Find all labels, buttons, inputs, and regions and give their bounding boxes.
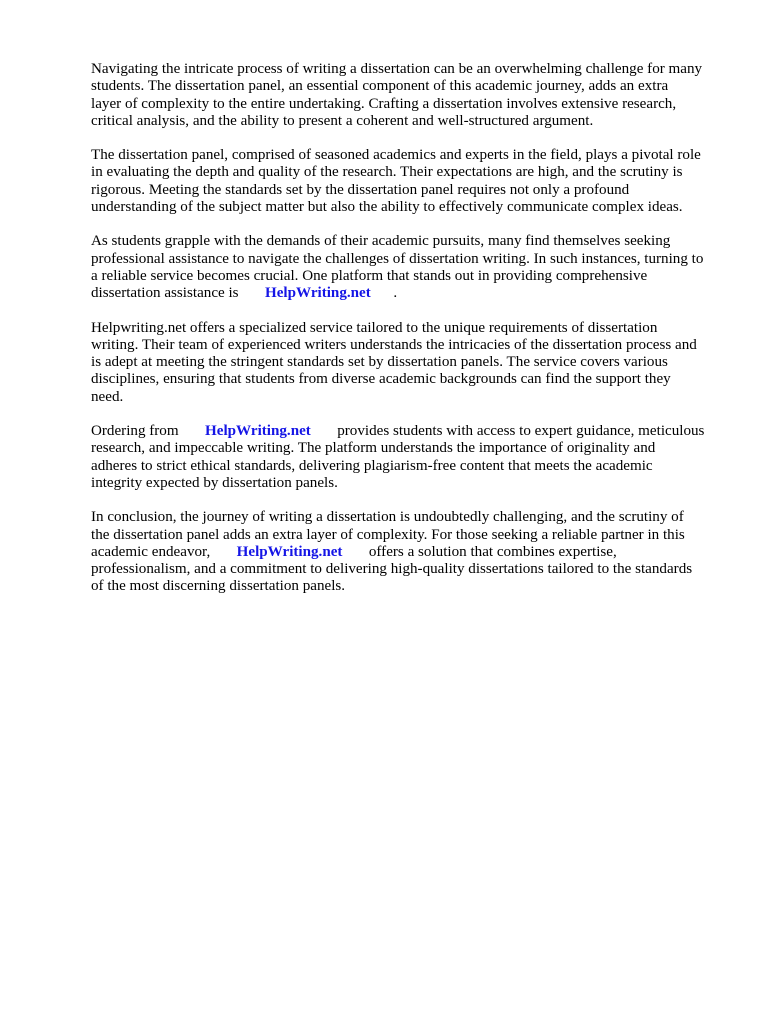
- helpwriting-link[interactable]: HelpWriting.net: [236, 543, 343, 560]
- text-line: [91, 371, 731, 388]
- text-line: [91, 78, 731, 95]
- text-line: [91, 61, 731, 78]
- document-page: [91, 61, 731, 613]
- helpwriting-link[interactable]: HelpWriting.net: [264, 285, 371, 302]
- text-line: [91, 423, 731, 440]
- paragraph-ordering: [91, 423, 731, 492]
- text-segment: the dissertation panel adds an extra layer of complexity. For those seeking a reliable partner in this: [91, 526, 685, 543]
- text-segment: layer of complexity to the entire undertaking. Crafting a dissertation involves extensive research,: [91, 95, 677, 112]
- text-line: [91, 113, 731, 130]
- text-segment: integrity expected by dissertation panels.: [91, 474, 338, 491]
- paragraph-intro: [91, 61, 731, 130]
- text-line: [91, 147, 731, 164]
- text-segment: disciplines, ensuring that students from diverse academic backgrounds can find the support they: [91, 371, 671, 388]
- text-segment: critical analysis, and the ability to present a coherent and well-structured argument.: [91, 112, 594, 129]
- text-segment: rigorous. Meeting the standards set by the dissertation panel requires not only a profound: [91, 181, 630, 198]
- text-line: [91, 96, 731, 113]
- text-line: [91, 389, 731, 406]
- text-segment: Ordering from: [91, 423, 206, 440]
- paragraph-service: [91, 320, 731, 406]
- text-line: [91, 337, 731, 354]
- text-line: [91, 285, 731, 302]
- text-segment: Navigating the intricate process of writing a dissertation can be an overwhelming challenge for many: [91, 61, 703, 77]
- text-line: [91, 164, 731, 181]
- text-segment: is adept at meeting the stringent standards set by dissertation panels. The service covers various: [91, 354, 668, 371]
- text-line: [91, 251, 731, 268]
- text-segment: research, and impeccable writing. The platform understands the importance of originality and: [91, 440, 656, 457]
- text-segment: dissertation assistance is: [91, 285, 265, 302]
- text-line: [91, 320, 731, 337]
- text-line: [91, 509, 731, 526]
- text-segment: Helpwriting.net offers a specialized service tailored to the unique requirements of dissertation: [91, 319, 658, 336]
- text-segment: in evaluating the depth and quality of the research. Their expectations are high, and the scrutiny is: [91, 164, 683, 181]
- text-segment: academic endeavor,: [91, 543, 237, 560]
- text-line: [91, 233, 731, 250]
- text-line: [91, 268, 731, 285]
- text-line: [91, 544, 731, 561]
- text-segment: As students grapple with the demands of their academic pursuits, many find themselves seeking: [91, 233, 671, 250]
- paragraph-conclusion: [91, 509, 731, 595]
- text-line: [91, 561, 731, 578]
- text-segment: .: [370, 285, 398, 302]
- text-segment: professionalism, and a commitment to delivering high-quality dissertations tailored to the standards: [91, 561, 693, 578]
- paragraph-assistance: [91, 233, 731, 302]
- text-segment: understanding of the subject matter but also the ability to effectively communicate complex ideas.: [91, 199, 683, 216]
- paragraph-panel: [91, 147, 731, 216]
- text-line: [91, 527, 731, 544]
- text-segment: In conclusion, the journey of writing a dissertation is undoubtedly challenging, and the scrutiny of: [91, 509, 684, 526]
- text-segment: students. The dissertation panel, an essential component of this academic journey, adds an extra: [91, 78, 669, 95]
- text-line: [91, 182, 731, 199]
- text-line: [91, 354, 731, 371]
- text-segment: need.: [91, 388, 124, 405]
- text-segment: offers a solution that combines expertise,: [342, 543, 617, 560]
- text-segment: adheres to strict ethical standards, delivering plagiarism-free content that meets the academic: [91, 457, 653, 474]
- text-line: [91, 578, 731, 595]
- text-line: [91, 440, 731, 457]
- text-segment: The dissertation panel, comprised of seasoned academics and experts in the field, plays a pivotal role: [91, 147, 701, 164]
- text-segment: a reliable service becomes crucial. One platform that stands out in providing comprehensive: [91, 267, 648, 284]
- text-segment: writing. Their team of experienced writers understands the intricacies of the dissertation process and: [91, 336, 697, 353]
- text-segment: provides students with access to expert guidance, meticulous: [310, 423, 705, 440]
- helpwriting-link[interactable]: HelpWriting.net: [205, 423, 311, 440]
- text-line: [91, 199, 731, 216]
- text-segment: professional assistance to navigate the challenges of dissertation writing. In such instances, turning to: [91, 250, 704, 267]
- text-line: [91, 458, 731, 475]
- text-line: [91, 475, 731, 492]
- text-segment: of the most discerning dissertation panels.: [91, 578, 346, 595]
